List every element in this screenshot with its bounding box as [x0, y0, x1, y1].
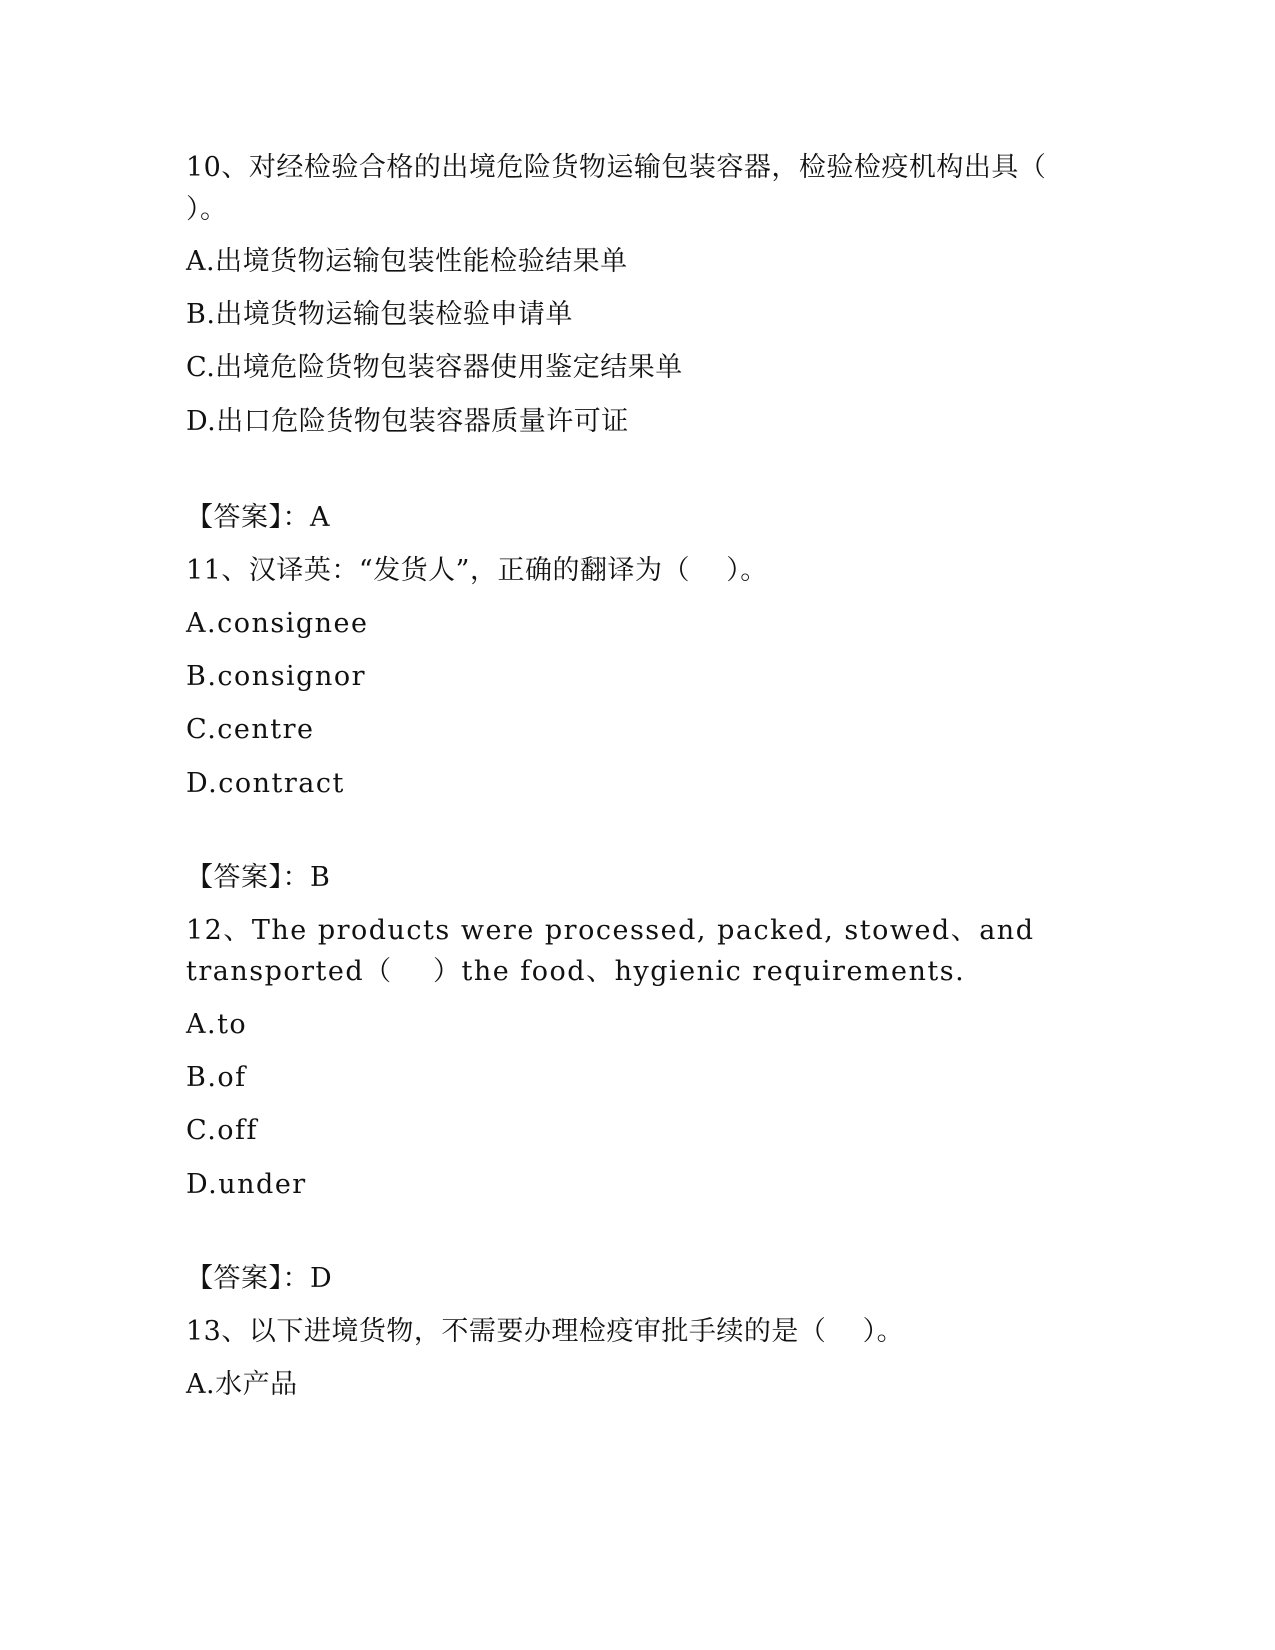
- question-11-option-a: A.consignee: [186, 608, 369, 639]
- question-10-option-d: D.出口危险货物包装容器质量许可证: [186, 406, 629, 437]
- question-11-option-b: B.consignor: [186, 661, 367, 692]
- question-10-option-a: A.出境货物运输包装性能检验结果单: [186, 246, 628, 277]
- question-10-option-b: B.出境货物运输包装检验申请单: [186, 299, 573, 330]
- question-12-option-c: C.off: [186, 1115, 259, 1146]
- question-12-option-b: B.of: [186, 1062, 247, 1093]
- question-10-option-c: C.出境危险货物包装容器使用鉴定结果单: [186, 352, 683, 383]
- question-12-option-d: D.under: [186, 1169, 307, 1200]
- question-10-stem-line-1: 10、对经检验合格的出境危险货物运输包装容器，检验检疫机构出具（: [186, 152, 1047, 183]
- question-12-stem-line-1: 12、The products were processed, packed, stowed、and: [186, 915, 1035, 946]
- question-11-answer: 【答案】：B: [186, 862, 331, 893]
- question-11-option-d: D.contract: [186, 768, 345, 799]
- question-13-option-a: A.水产品: [186, 1369, 298, 1400]
- question-10-stem-line-2: ）。: [186, 194, 228, 225]
- question-12-stem-line-2: transported（ ）the food、hygienic requirements.: [186, 956, 966, 987]
- question-12-answer: 【答案】：D: [186, 1263, 333, 1294]
- question-11-option-c: C.centre: [186, 714, 315, 745]
- question-11-stem-line-1: 11、汉译英：“发货人”，正确的翻译为（ ）。: [186, 555, 768, 586]
- question-10-answer: 【答案】：A: [186, 502, 330, 533]
- question-13-stem-line-1: 13、以下进境货物，不需要办理检疫审批手续的是（ ）。: [186, 1316, 905, 1347]
- question-12-option-a: A.to: [186, 1009, 248, 1040]
